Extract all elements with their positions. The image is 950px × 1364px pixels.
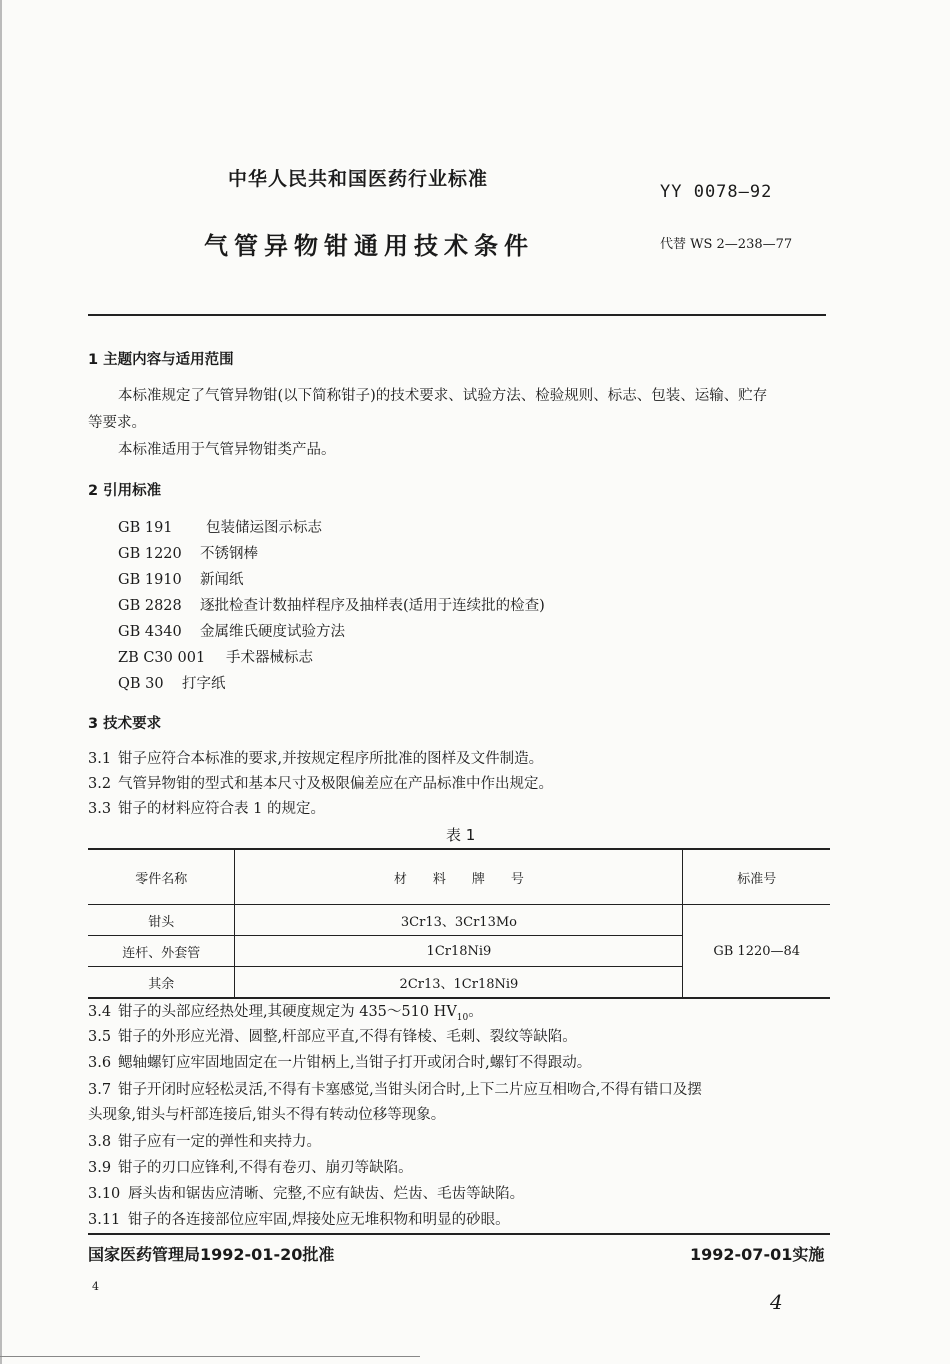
reference-title: 金属维氏硬度试验方法 xyxy=(200,624,345,640)
replaces-standard: 代替 WS 2—238—77 xyxy=(660,237,793,252)
reference-item xyxy=(118,542,258,563)
section-1-para2: 本标准适用于气管异物钳类产品。 xyxy=(118,442,336,458)
clause-number: 3.5 xyxy=(88,1029,112,1045)
clause-number: 3.4 xyxy=(88,1004,112,1020)
standard-number: YY 0078—92 xyxy=(660,182,773,202)
table-row xyxy=(88,905,830,936)
cell-material: 3Cr13、3Cr13Mo xyxy=(235,905,683,936)
handwritten-page-number: 4 xyxy=(770,1290,783,1314)
cell-material: 2Cr13、1Cr18Ni9 xyxy=(235,967,683,999)
clause-item xyxy=(88,1078,702,1099)
reference-code: ZB C30 001 xyxy=(118,650,206,666)
clause-text: 钳子的材料应符合表 1 的规定。 xyxy=(118,801,325,817)
clause-number: 3.7 xyxy=(88,1082,112,1098)
reference-title: 打字纸 xyxy=(182,676,226,692)
column-header-standard: 标准号 xyxy=(683,849,830,905)
clause-item xyxy=(88,772,553,793)
column-header-material: 材 料 牌 号 xyxy=(235,849,683,905)
reference-code: GB 4340 xyxy=(118,624,182,640)
reference-code: GB 1910 xyxy=(118,572,182,588)
clause-number: 3.9 xyxy=(88,1160,112,1176)
materials-table xyxy=(88,848,830,999)
reference-code: QB 30 xyxy=(118,676,164,692)
clause-text: 钳子的头部应经热处理,其硬度规定为 435～510 HV xyxy=(118,1004,457,1020)
reference-title: 包装储运图示标志 xyxy=(206,520,322,536)
clause-item xyxy=(88,1025,577,1046)
document-title: 气管异物钳通用技术条件 xyxy=(204,232,534,260)
section-2-heading: 2 引用标准 xyxy=(88,483,162,499)
section-3-heading: 3 技术要求 xyxy=(88,716,162,732)
clause-text: 钳子应有一定的弹性和夹持力。 xyxy=(118,1134,321,1150)
clause-text: 钳子应符合本标准的要求,并按规定程序所批准的图样及文件制造。 xyxy=(118,751,544,767)
clause-item xyxy=(88,747,543,768)
section-1-para1-line1: 本标准规定了气管异物钳(以下简称钳子)的技术要求、试验方法、检验规则、标志、包装、运输、贮存 xyxy=(118,388,768,404)
reference-title: 不锈钢棒 xyxy=(200,546,258,562)
column-header-part: 零件名称 xyxy=(88,849,235,905)
clause-item xyxy=(88,797,325,818)
clause-text: 鳃轴螺钉应牢固地固定在一片钳柄上,当钳子打开或闭合时,螺钉不得跟动。 xyxy=(118,1055,592,1071)
clause-text: 气管异物钳的型式和基本尺寸及极限偏差应在产品标准中作出规定。 xyxy=(118,776,553,792)
reference-title: 手术器械标志 xyxy=(226,650,313,666)
scan-edge-bottom xyxy=(0,1356,420,1357)
header-divider xyxy=(88,314,826,316)
reference-code: GB 1220 xyxy=(118,546,182,562)
clause-number: 3.8 xyxy=(88,1134,112,1150)
table-header-row xyxy=(88,849,830,905)
clause-end: 。 xyxy=(468,1004,483,1020)
reference-code: GB 191 xyxy=(118,520,173,536)
reference-code: GB 2828 xyxy=(118,598,182,614)
reference-item xyxy=(118,594,545,615)
clause-subscript: 10 xyxy=(456,1012,469,1023)
clause-item xyxy=(88,1156,413,1177)
clause-number: 3.1 xyxy=(88,751,112,767)
clause-item xyxy=(88,1208,510,1229)
clause-text: 钳子开闭时应轻松灵活,不得有卡塞感觉,当钳头闭合时,上下二片应互相吻合,不得有错口及摆 xyxy=(118,1082,702,1098)
clause-item xyxy=(88,1051,591,1072)
section-1-para1-line2: 等要求。 xyxy=(88,415,146,431)
approval-statement: 国家医药管理局1992-01-20批准 xyxy=(88,1245,335,1264)
reference-item xyxy=(118,672,226,693)
clause-text: 钳子的外形应光滑、圆整,杆部应平直,不得有锋棱、毛刺、裂纹等缺陷。 xyxy=(118,1029,577,1045)
cell-part: 其余 xyxy=(88,967,235,999)
table-caption: 表 1 xyxy=(446,826,476,844)
clause-text: 唇头齿和锯齿应清晰、完整,不应有缺齿、烂齿、毛齿等缺陷。 xyxy=(128,1186,525,1202)
reference-item xyxy=(118,568,244,589)
reference-item xyxy=(118,516,322,537)
clause-continuation xyxy=(88,1103,445,1124)
clause-text: 头现象,钳头与杆部连接后,钳头不得有转动位移等现象。 xyxy=(88,1107,446,1123)
cell-standard: GB 1220—84 xyxy=(683,905,830,999)
clause-number: 3.6 xyxy=(88,1055,112,1071)
cell-material: 1Cr18Ni9 xyxy=(235,936,683,967)
clause-number: 3.2 xyxy=(88,776,112,792)
clause-text: 钳子的刃口应锋利,不得有卷刃、崩刃等缺陷。 xyxy=(118,1160,413,1176)
cell-part: 连杆、外套管 xyxy=(88,936,235,967)
effective-date: 1992-07-01实施 xyxy=(690,1245,825,1264)
clause-item xyxy=(88,1182,524,1203)
cell-part: 钳头 xyxy=(88,905,235,936)
clause-number: 3.10 xyxy=(88,1186,121,1202)
section-1-heading: 1 主题内容与适用范围 xyxy=(88,352,234,368)
footer-divider xyxy=(88,1233,830,1235)
reference-title: 逐批检查计数抽样程序及抽样表(适用于连续批的检查) xyxy=(200,598,545,614)
reference-title: 新闻纸 xyxy=(200,572,244,588)
clause-item xyxy=(88,1130,321,1151)
scan-edge xyxy=(0,0,2,1364)
reference-item xyxy=(118,620,345,641)
page-number: 4 xyxy=(92,1280,99,1293)
clause-item xyxy=(88,1000,483,1023)
clause-text: 钳子的各连接部位应牢固,焊接处应无堆积物和明显的砂眼。 xyxy=(128,1212,510,1228)
clause-number: 3.11 xyxy=(88,1212,121,1228)
standard-organization: 中华人民共和国医药行业标准 xyxy=(228,168,489,190)
reference-item xyxy=(118,646,313,667)
clause-number: 3.3 xyxy=(88,801,112,817)
